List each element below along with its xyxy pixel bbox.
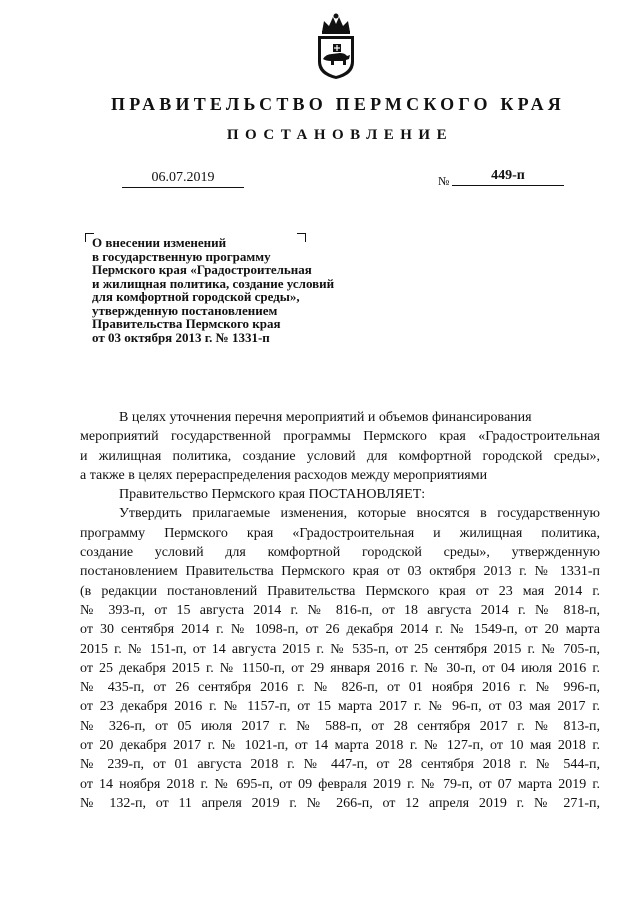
- subject-line: утвержденную постановлением: [92, 302, 278, 318]
- subject-line: для комфортной городской среды»,: [92, 289, 300, 304]
- coat-of-arms-icon: [314, 12, 358, 80]
- body-line: от 30 сентября 2014 г. № 1098-п, от 26 декабря 2014 г. № 1549-п, от 20 марта: [80, 622, 600, 638]
- subject-line: О внесении изменений: [92, 235, 227, 250]
- government-title: ПРАВИТЕЛЬСТВО ПЕРМСКОГО КРАЯ: [111, 94, 565, 114]
- body-line: № 132-п, от 11 апреля 2019 г. № 266-п, от 12 апреля 2019 г. № 271-п,: [80, 795, 600, 811]
- document-type: ПОСТАНОВЛЕНИЕ: [226, 127, 454, 143]
- body-line: программу Пермского края «Градостроительная и жилищная политика,: [80, 525, 600, 541]
- document-number: 449-п: [452, 168, 564, 186]
- body-line: № 393-п, от 15 августа 2014 г. № 816-п, от 18 августа 2014 г. № 818-п,: [80, 602, 600, 618]
- body-line-resolves: Правительство Пермского края ПОСТАНОВЛЯЕТ:: [119, 487, 426, 503]
- body-line: № 239-п, от 01 августа 2018 г. № 447-п, от 28 сентября 2018 г. № 544-п,: [80, 757, 600, 773]
- body-line: а также в целях перераспределения расходов между мероприятиями: [80, 467, 488, 483]
- body-line: 2015 г. № 151-п, от 14 августа 2015 г. № 535-п, от 25 сентября 2015 г. № 705-п,: [80, 641, 600, 657]
- body-line: создание условий для комфортной городской среды», утвержденную: [80, 545, 600, 561]
- subject-line: и жилищная политика, создание условий: [92, 275, 335, 291]
- body-line: мероприятий государственной программы Пермского края «Градостроительная: [80, 429, 600, 445]
- body-line: от 25 декабря 2015 г. № 1150-п, от 29 января 2016 г. № 30-п, от 04 июля 2016 г.: [80, 660, 600, 676]
- body-line: (в редакции постановлений Правительства Пермского края от 23 мая 2014 г.: [80, 583, 600, 599]
- subject-line: от 03 октября 2013 г. № 1331-п: [92, 329, 270, 345]
- number-label: №: [438, 174, 450, 188]
- body-line: постановлением Правительства Пермского края от 03 октября 2013 г. № 1331-п: [80, 564, 600, 580]
- body-line: Утвердить прилагаемые изменения, которые вносятся в государственную: [119, 506, 600, 522]
- subject-line: в государственную программу: [92, 248, 271, 264]
- subject-line: Правительства Пермского края: [92, 316, 281, 331]
- body-line: и жилищная политика, создание условий для комфортной городской среды»,: [80, 448, 600, 464]
- document-subject: [92, 236, 392, 344]
- document-date: 06.07.2019: [122, 170, 244, 188]
- body-line: от 20 декабря 2017 г. № 1021-п, от 14 марта 2018 г. № 127-п, от 10 мая 2018 г.: [80, 738, 600, 754]
- body-line: В целях уточнения перечня мероприятий и объемов финансирования: [119, 410, 532, 425]
- body-line: от 23 декабря 2016 г. № 1157-п, от 15 марта 2017 г. № 96-п, от 03 мая 2017 г.: [80, 699, 600, 715]
- document-body: [80, 408, 600, 813]
- subject-line: Пермского края «Градостроительная: [92, 262, 312, 277]
- body-line: от 14 ноября 2018 г. № 695-п, от 09 февраля 2019 г. № 79-п, от 07 марта 2019 г.: [80, 776, 600, 792]
- body-line: № 435-п, от 26 сентября 2016 г. № 826-п, от 01 ноября 2016 г. № 996-п,: [80, 680, 600, 696]
- body-line: № 326-п, от 05 июля 2017 г. № 588-п, от 28 сентября 2017 г. № 813-п,: [80, 718, 600, 734]
